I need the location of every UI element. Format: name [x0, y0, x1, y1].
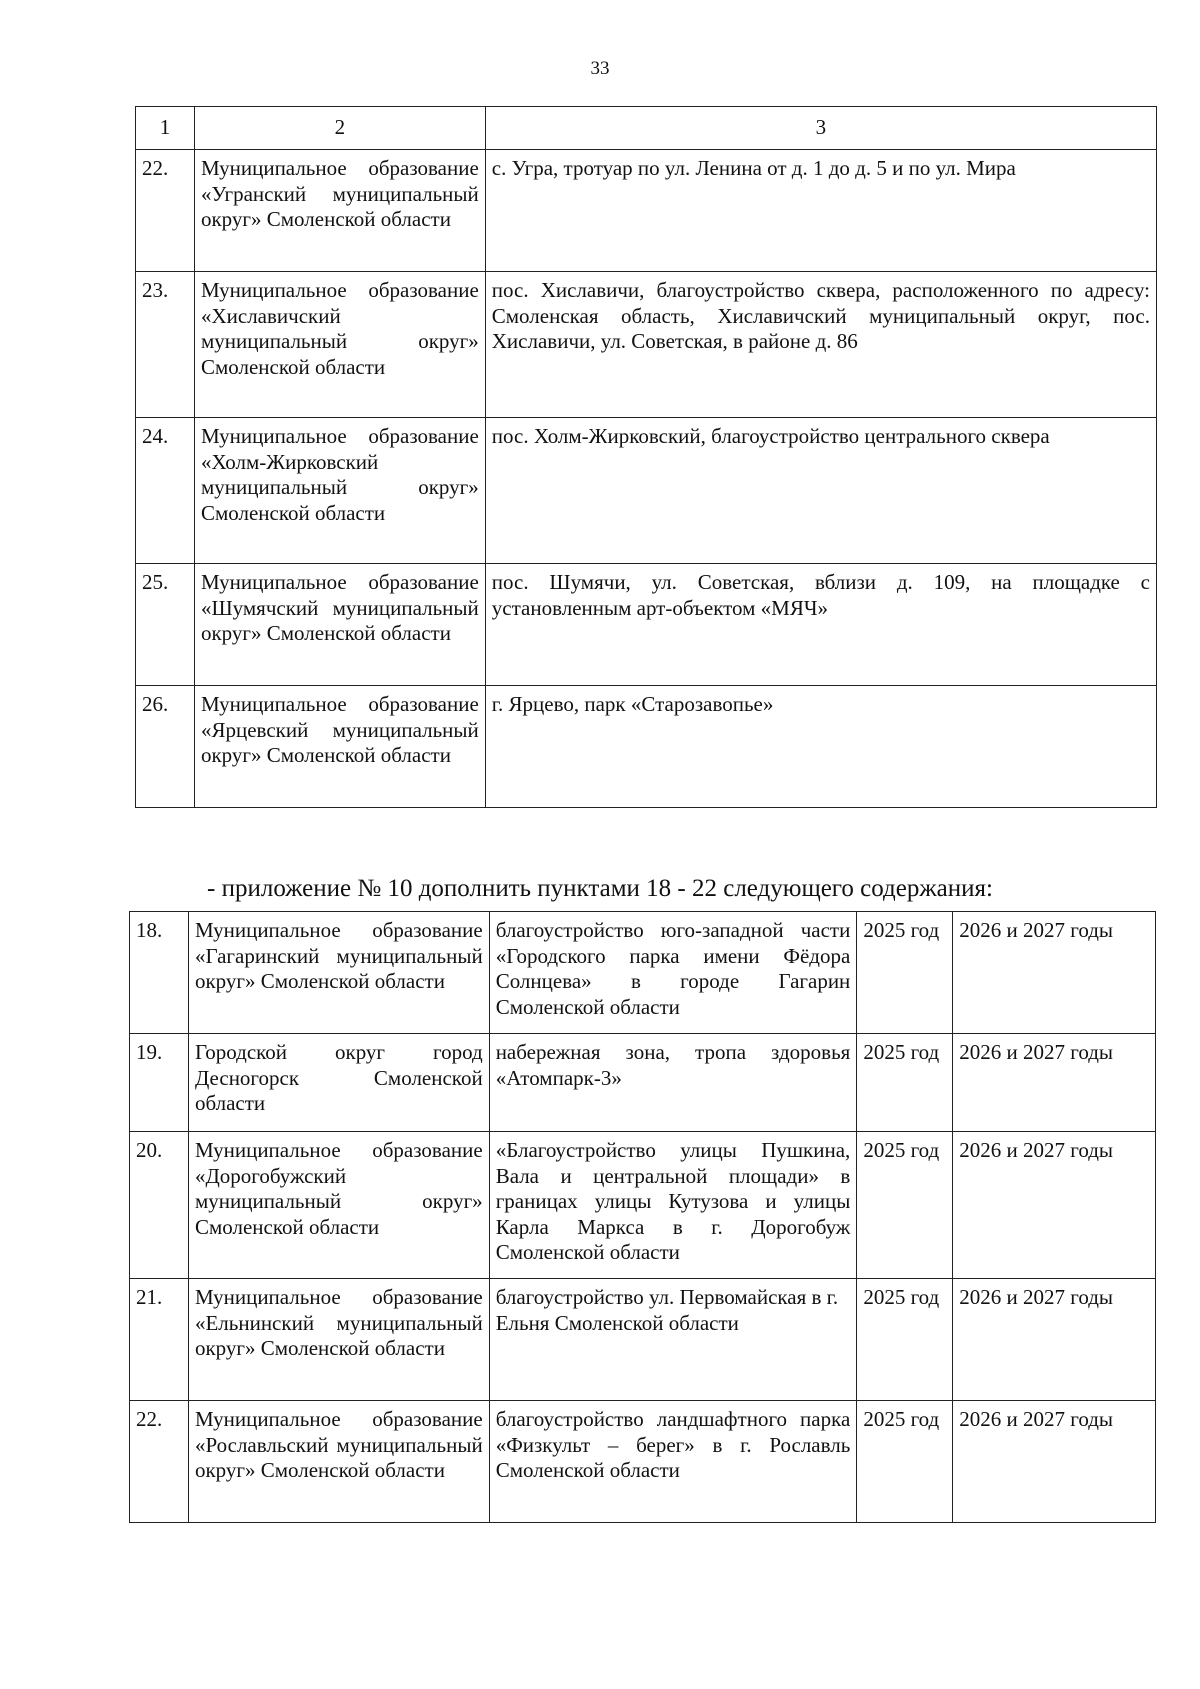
row-number: 25.	[136, 564, 195, 686]
object-cell: пос. Холм-Жирковский, благоустройство центрального сквера	[485, 418, 1156, 564]
table-header-row	[136, 107, 1157, 150]
object-cell: набережная зона, тропа здоровья «Атомпарк-3»	[489, 1034, 857, 1132]
municipality-cell: Муниципальное образование «Рославльский муниципальный округ» Смоленской области	[188, 1401, 489, 1523]
year-cell: 2025 год	[857, 1132, 953, 1279]
years-cell: 2026 и 2027 годы	[953, 1401, 1156, 1523]
header-col-1: 1	[136, 107, 195, 150]
table-row	[136, 150, 1157, 272]
table-row	[136, 272, 1157, 418]
years-cell: 2026 и 2027 годы	[953, 912, 1156, 1034]
municipality-cell: Муниципальное образование «Ярцевский муниципальный округ» Смоленской области	[194, 686, 485, 808]
municipality-cell: Муниципальное образование «Шумячский муниципальный округ» Смоленской области	[194, 564, 485, 686]
table-row	[130, 1279, 1156, 1401]
row-number: 26.	[136, 686, 195, 808]
municipality-cell: Городской округ город Десногорск Смоленской области	[188, 1034, 489, 1132]
object-cell: г. Ярцево, парк «Старозавопье»	[485, 686, 1156, 808]
municipality-cell: Муниципальное образование «Хиславичский муниципальный округ» Смоленской области	[194, 272, 485, 418]
table-appendix-10	[129, 911, 1156, 1523]
year-cell: 2025 год	[857, 1279, 953, 1401]
municipality-cell: Муниципальное образование «Дорогобужский муниципальный округ» Смоленской области	[188, 1132, 489, 1279]
header-col-3: 3	[485, 107, 1156, 150]
years-cell: 2026 и 2027 годы	[953, 1132, 1156, 1279]
municipality-cell: Муниципальное образование «Гагаринский муниципальный округ» Смоленской области	[188, 912, 489, 1034]
object-cell: благоустройство ул. Первомайская в г. Ельня Смоленской области	[489, 1279, 857, 1401]
row-number: 20.	[130, 1132, 189, 1279]
row-number: 24.	[136, 418, 195, 564]
object-cell: пос. Шумячи, ул. Советская, вблизи д. 109, на площадке с установленным арт-объектом «МЯЧ»	[485, 564, 1156, 686]
years-cell: 2026 и 2027 годы	[953, 1034, 1156, 1132]
header-col-2: 2	[194, 107, 485, 150]
table-municipal-objects	[135, 106, 1157, 808]
municipality-cell: Муниципальное образование «Угранский муниципальный округ» Смоленской области	[194, 150, 485, 272]
object-cell: благоустройство юго-западной части «Городского парка имени Фёдора Солнцева» в городе Гагарин Смоленской области	[489, 912, 857, 1034]
municipality-cell: Муниципальное образование «Холм-Жирковский муниципальный округ» Смоленской области	[194, 418, 485, 564]
municipality-cell: Муниципальное образование «Ельнинский муниципальный округ» Смоленской области	[188, 1279, 489, 1401]
page-number: 33	[590, 58, 610, 79]
table-row	[130, 1401, 1156, 1523]
object-cell: «Благоустройство улицы Пушкина, Вала и центральной площади» в границах улицы Кутузова и улицы Карла Маркса в г. Дорогобуж Смоленской области	[489, 1132, 857, 1279]
year-cell: 2025 год	[857, 912, 953, 1034]
row-number: 19.	[130, 1034, 189, 1132]
table-row	[130, 1132, 1156, 1279]
appendix-heading: - приложение № 10 дополнить пунктами 18 - 22 следующего содержания:	[207, 875, 993, 902]
table-row	[136, 564, 1157, 686]
table-row	[136, 686, 1157, 808]
table-row	[130, 1034, 1156, 1132]
year-cell: 2025 год	[857, 1401, 953, 1523]
row-number: 22.	[136, 150, 195, 272]
table-row	[130, 912, 1156, 1034]
row-number: 23.	[136, 272, 195, 418]
row-number: 21.	[130, 1279, 189, 1401]
row-number: 22.	[130, 1401, 189, 1523]
object-cell: благоустройство ландшафтного парка «Физкульт – берег» в г. Рославль Смоленской области	[489, 1401, 857, 1523]
year-cell: 2025 год	[857, 1034, 953, 1132]
years-cell: 2026 и 2027 годы	[953, 1279, 1156, 1401]
table-row	[136, 418, 1157, 564]
object-cell: пос. Хиславичи, благоустройство сквера, расположенного по адресу: Смоленская область, Хиславичский муниципальный округ, пос. Хиславичи, ул. Советская, в районе д. 86	[485, 272, 1156, 418]
row-number: 18.	[130, 912, 189, 1034]
object-cell: с. Угра, тротуар по ул. Ленина от д. 1 до д. 5 и по ул. Мира	[485, 150, 1156, 272]
